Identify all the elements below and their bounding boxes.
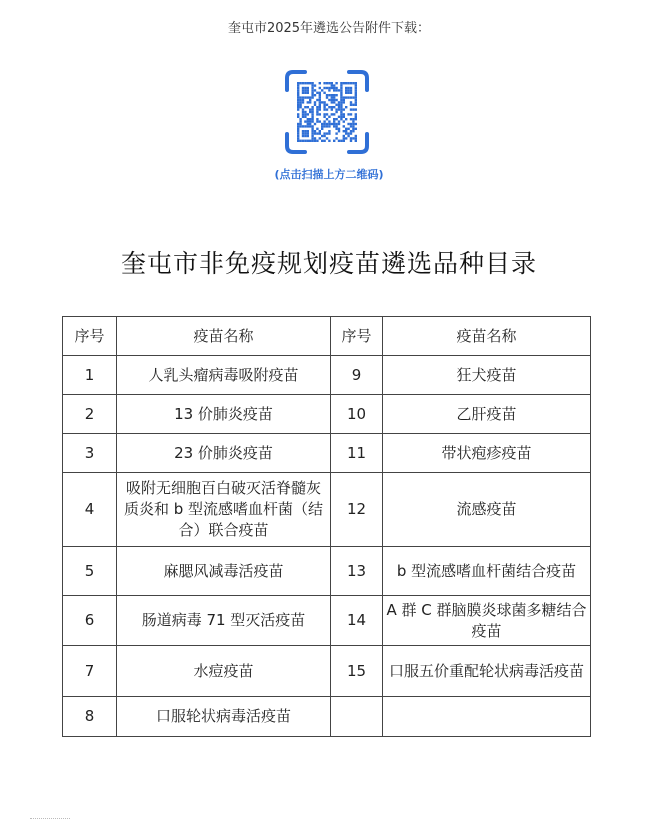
vaccine-name: 口服五价重配轮状病毒活疫苗 xyxy=(383,646,591,697)
attachment-notice: 奎屯市2025年遴选公告附件下载： xyxy=(227,21,431,36)
row-number: 12 xyxy=(331,473,383,547)
table-row xyxy=(63,356,591,395)
vaccine-name: 流感疫苗 xyxy=(383,473,591,547)
table-row xyxy=(63,646,591,697)
row-number: 14 xyxy=(331,596,383,646)
vaccine-name: 口服轮状病毒活疫苗 xyxy=(117,697,331,737)
vaccine-name: 水痘疫苗 xyxy=(117,646,331,697)
vaccine-name: 麻腮风减毒活疫苗 xyxy=(117,547,331,596)
row-number: 8 xyxy=(63,697,117,737)
document-title: 奎屯市非免疫规划疫苗遴选品种目录 xyxy=(120,249,537,278)
column-header-number: 序号 xyxy=(63,317,117,356)
vaccine-name: 13 价肺炎疫苗 xyxy=(117,395,331,434)
row-number: 3 xyxy=(63,434,117,473)
table-row xyxy=(63,473,591,547)
row-number: 10 xyxy=(331,395,383,434)
row-number: 2 xyxy=(63,395,117,434)
row-number: 11 xyxy=(331,434,383,473)
table-row xyxy=(63,697,591,737)
vaccine-name: 吸附无细胞百白破灭活脊髓灰质炎和 b 型流感嗜血杆菌（结合）联合疫苗 xyxy=(117,473,331,547)
page-footer-divider xyxy=(30,818,70,821)
vaccine-name xyxy=(383,697,591,737)
table-row xyxy=(63,395,591,434)
table-row xyxy=(63,434,591,473)
vaccine-table xyxy=(62,316,591,737)
vaccine-name: 肠道病毒 71 型灭活疫苗 xyxy=(117,596,331,646)
row-number: 5 xyxy=(63,547,117,596)
table-header-row xyxy=(63,317,591,356)
row-number: 4 xyxy=(63,473,117,547)
row-number xyxy=(331,697,383,737)
column-header-vaccine-name: 疫苗名称 xyxy=(383,317,591,356)
row-number: 1 xyxy=(63,356,117,395)
vaccine-name: 人乳头瘤病毒吸附疫苗 xyxy=(117,356,331,395)
row-number: 6 xyxy=(63,596,117,646)
vaccine-name: A 群 C 群脑膜炎球菌多糖结合疫苗 xyxy=(383,596,591,646)
row-number: 13 xyxy=(331,547,383,596)
column-header-vaccine-name: 疫苗名称 xyxy=(117,317,331,356)
qr-code-icon[interactable] xyxy=(284,69,370,155)
row-number: 9 xyxy=(331,356,383,395)
qr-caption: (点击扫描上方二维码) xyxy=(274,168,384,181)
table-row xyxy=(63,547,591,596)
column-header-number: 序号 xyxy=(331,317,383,356)
vaccine-name: 23 价肺炎疫苗 xyxy=(117,434,331,473)
table-row xyxy=(63,596,591,646)
row-number: 15 xyxy=(331,646,383,697)
vaccine-name: b 型流感嗜血杆菌结合疫苗 xyxy=(383,547,591,596)
row-number: 7 xyxy=(63,646,117,697)
vaccine-name: 带状疱疹疫苗 xyxy=(383,434,591,473)
vaccine-name: 狂犬疫苗 xyxy=(383,356,591,395)
vaccine-name: 乙肝疫苗 xyxy=(383,395,591,434)
